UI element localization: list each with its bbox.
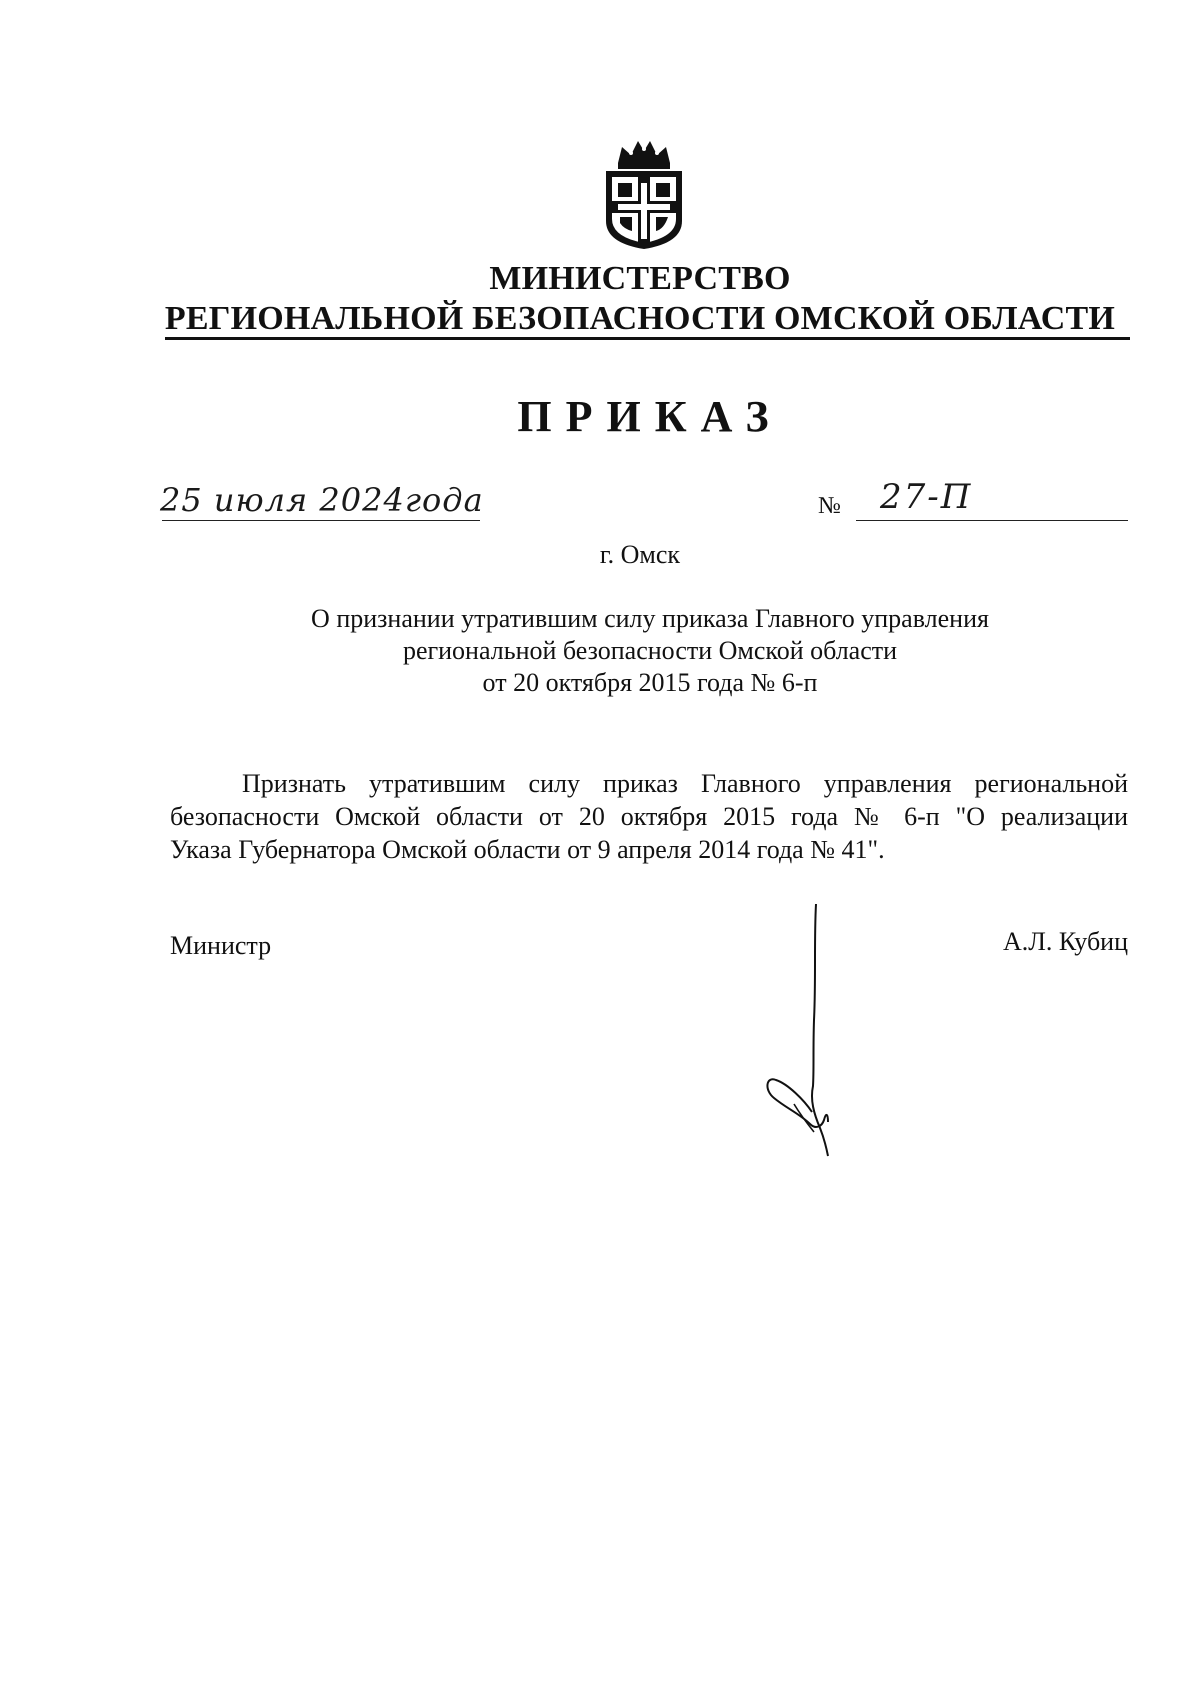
subject-line: региональной безопасности Омской области bbox=[402, 636, 898, 665]
handwritten-number: 27-П bbox=[880, 477, 973, 517]
ministry-name-line2: РЕГИОНАЛЬНОЙ БЕЗОПАСНОСТИ ОМСКОЙ ОБЛАСТИ bbox=[164, 300, 1116, 337]
ministry-name-line1: МИНИСТЕРСТВО bbox=[489, 260, 791, 297]
body-line: Признать утратившим силу приказ Главного управления региональной bbox=[242, 769, 1128, 798]
header-divider bbox=[165, 337, 1130, 340]
coat-of-arms-icon bbox=[598, 133, 690, 251]
number-sign: № bbox=[818, 493, 841, 519]
subject-line: от 20 октября 2015 года № 6-п bbox=[482, 668, 818, 697]
date-underline bbox=[162, 520, 480, 521]
body-line: Указа Губернатора Омской области от 9 апреля 2014 года № 41". bbox=[170, 835, 885, 864]
document-type-title: ПРИКАЗ bbox=[517, 392, 783, 441]
signatory-name: А.Л. Кубиц bbox=[1002, 927, 1128, 956]
number-underline bbox=[856, 520, 1128, 521]
city-label: г. Омск bbox=[599, 540, 681, 569]
body-line: безопасности Омской области от 20 октября 2015 года № 6-п "О реализации bbox=[170, 802, 1128, 831]
handwritten-signature-icon bbox=[730, 900, 850, 1160]
document-body bbox=[170, 767, 1128, 866]
handwritten-date: 25 июля 2024года bbox=[160, 481, 484, 519]
subject-line: О признании утратившим силу приказа Главного управления bbox=[311, 604, 989, 633]
signatory-title: Министр bbox=[170, 931, 272, 960]
document-subject bbox=[250, 603, 1050, 699]
